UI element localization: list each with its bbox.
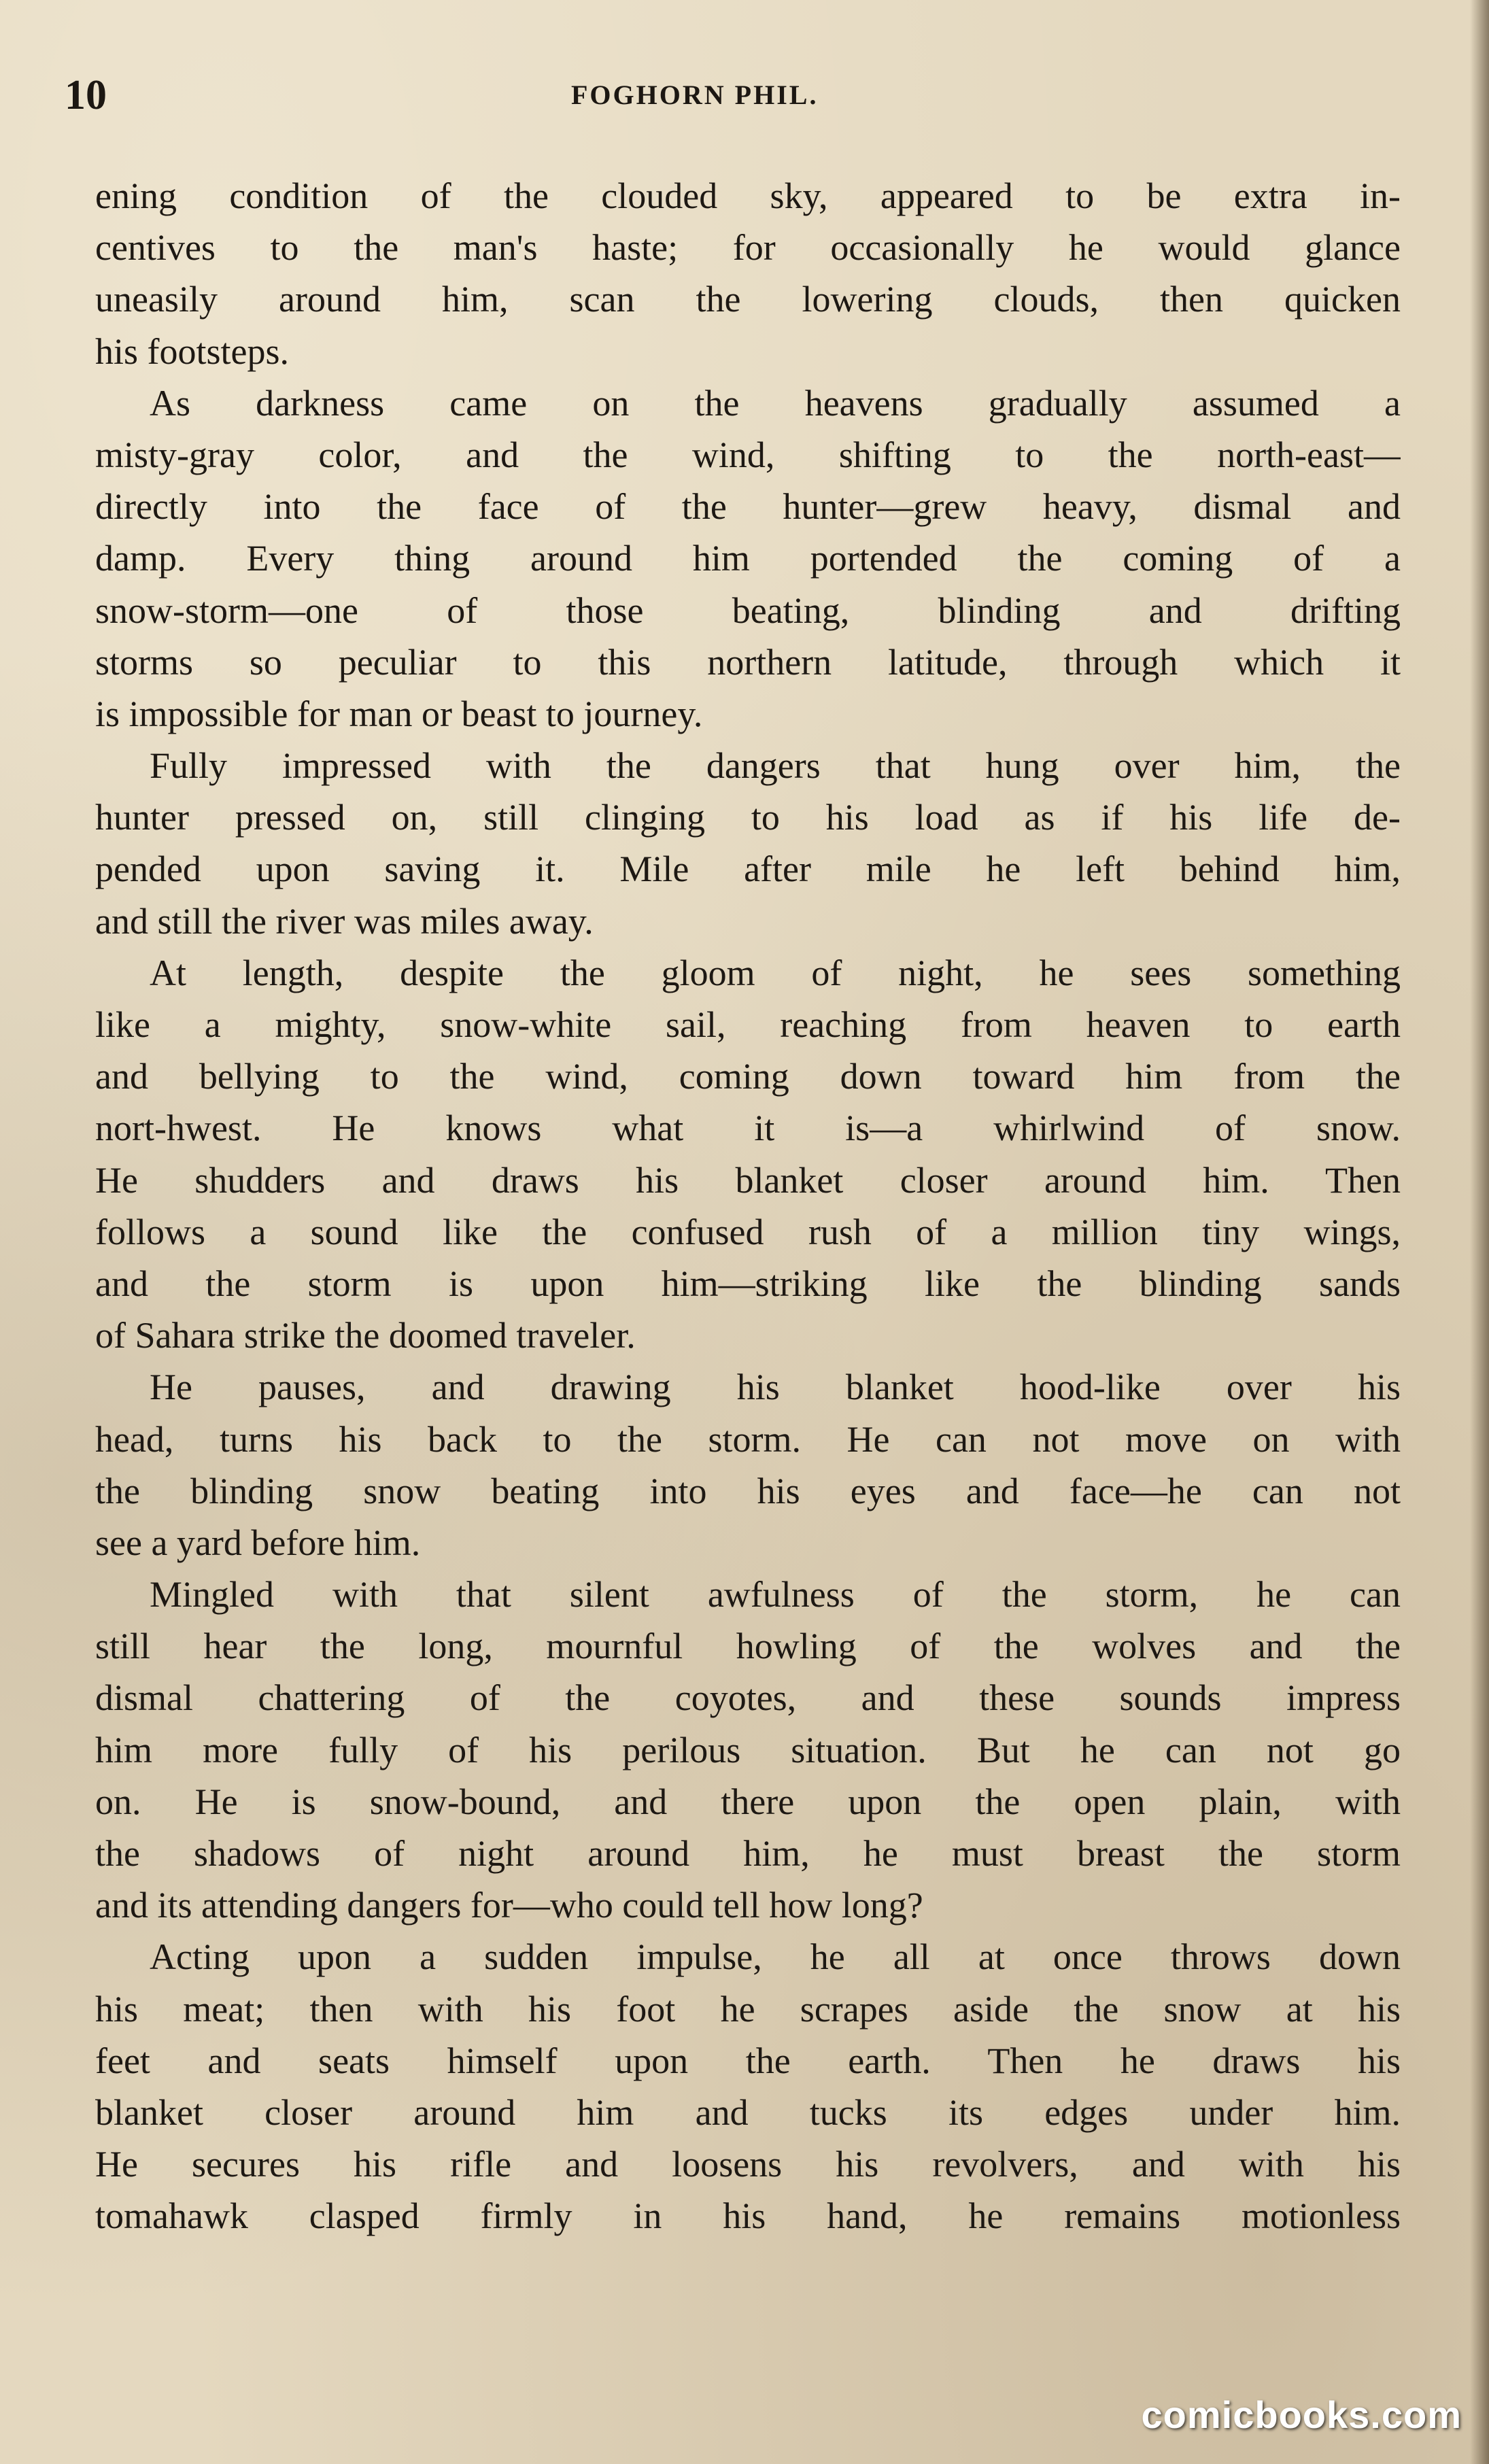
text-line: follows a sound like the confused rush of a million tiny wings, (95, 1211, 1401, 1252)
running-head: FOGHORN PHIL. (571, 80, 819, 110)
page-header (0, 65, 1489, 126)
text-line: Fully impressed with the dangers that hung over him, the (150, 745, 1401, 787)
text-line: Mingled with that silent awfulness of the storm, he can (150, 1574, 1401, 1615)
text-line: He pauses, and drawing his blanket hood-like over his (150, 1367, 1401, 1408)
text-line: misty-gray color, and the wind, shifting to the north-east— (95, 434, 1401, 475)
text-line: and the storm is upon him—striking like the blinding sands (95, 1263, 1401, 1304)
text-line: nort-hwest. He knows what it is—a whirlwind of snow. (95, 1108, 1401, 1149)
text-line: ening condition of the clouded sky, appeared to be extra in- (95, 175, 1401, 216)
text-line: feet and seats himself upon the earth. Then he draws his (95, 2040, 1401, 2081)
text-line: his footsteps. (95, 330, 290, 372)
text-line: on. He is snow-bound, and there upon the open plain, with (95, 1781, 1401, 1822)
page-edge-shadow (1470, 0, 1489, 2464)
text-line: damp. Every thing around him portended the coming of a (95, 538, 1401, 579)
text-line: of Sahara strike the doomed traveler. (95, 1315, 636, 1356)
text-line: the blinding snow beating into his eyes and face—he can not (95, 1470, 1401, 1511)
text-line: the shadows of night around him, he must breast the storm (95, 1833, 1401, 1874)
text-line: dismal chattering of the coyotes, and these sounds impress (95, 1677, 1401, 1719)
text-line: him more fully of his perilous situation. But he can not go (95, 1729, 1401, 1770)
text-line: and its attending dangers for—who could tell how long? (95, 1885, 923, 1926)
text-line: and bellying to the wind, coming down toward him from the (95, 1056, 1401, 1097)
text-line: uneasily around him, scan the lowering clouds, then quicken (95, 279, 1401, 320)
text-line: head, turns his back to the storm. He can not move on with (95, 1418, 1401, 1460)
text-line: At length, despite the gloom of night, he sees something (150, 952, 1401, 993)
text-line: see a yard before him. (95, 1522, 421, 1563)
text-line: As darkness came on the heavens gradually assumed a (150, 382, 1401, 424)
text-line: He secures his rifle and loosens his revolvers, and with his (95, 2144, 1401, 2185)
text-line: He shudders and draws his blanket closer around him. Then (95, 1159, 1401, 1201)
body-text (95, 170, 1401, 2242)
text-line: storms so peculiar to this northern latitude, through which it (95, 641, 1401, 683)
text-line: his meat; then with his foot he scrapes aside the snow at his (95, 1988, 1401, 2030)
text-line: pended upon saving it. Mile after mile he left behind him, (95, 849, 1401, 890)
text-line: blanket closer around him and tucks its edges under him. (95, 2091, 1401, 2133)
watermark: comicbooks.com (1141, 2393, 1462, 2436)
text-line: Acting upon a sudden impulse, he all at once throws down (150, 1936, 1401, 1978)
text-line: snow-storm—one of those beating, blinding and drifting (95, 589, 1401, 631)
text-line: like a mighty, snow-white sail, reaching from heaven to earth (95, 1004, 1401, 1045)
text-line: directly into the face of the hunter—grew heavy, dismal and (95, 486, 1401, 528)
text-line: and still the river was miles away. (95, 900, 594, 942)
text-line: still hear the long, mournful howling of the wolves and the (95, 1626, 1401, 1667)
page-number: 10 (65, 72, 107, 118)
text-line: hunter pressed on, still clinging to his load as if his life de- (95, 797, 1401, 838)
text-line: tomahawk clasped firmly in his hand, he remains motionless (95, 2195, 1401, 2237)
text-line: centives to the man's haste; for occasionally he would glance (95, 227, 1401, 269)
text-line: is impossible for man or beast to journey. (95, 693, 703, 734)
